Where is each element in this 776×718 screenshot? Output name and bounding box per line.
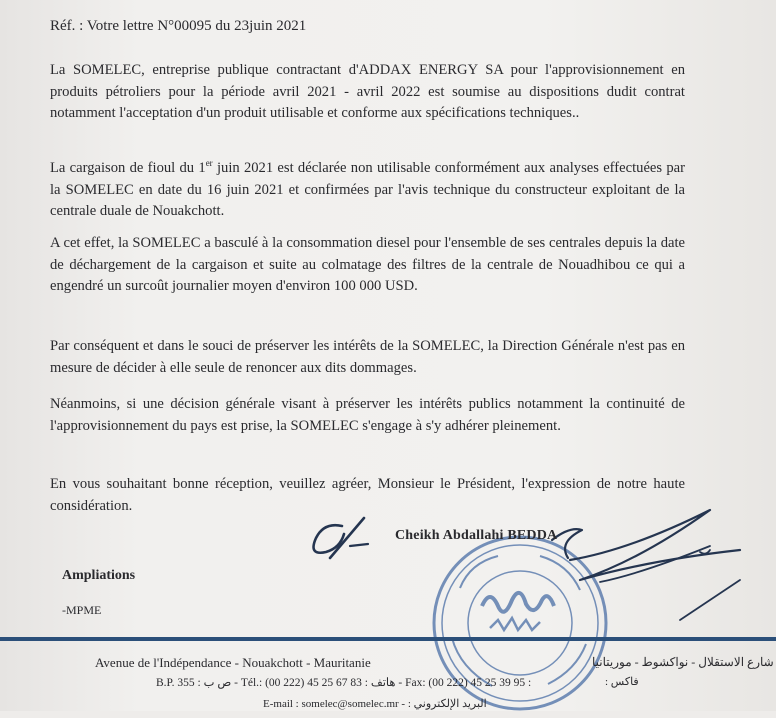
footer-address-arabic: شارع الاستقلال - نواكشوط - موريتانيا — [592, 655, 774, 669]
paragraph-closing: En vous souhaitant bonne réception, veuillez agréer, Monsieur le Président, l'expression de notre haute considération. — [50, 476, 685, 514]
paragraph-diesel: A cet effet, la SOMELEC a basculé à la consommation diesel pour l'ensemble de ses centrales depuis la date de déchargement de la cargaison et suite au colmatage des filtres de la centrale de Nouadhibou ce qui a engendré un surcoût journalier moyen d'environ 100 000 USD. — [50, 235, 685, 294]
footer-contact: B.P. 355 : ص ب - Tél.: (00 222) 45 25 67 83 : هاتف - Fax: (00 222) 45 25 39 95 : — [156, 677, 532, 689]
cargo-text-end: juin 2021 est déclarée non utilisable conformément aux analyses effectuées par la SOMELEC en date du 16 juin 2021 et confirmées par l'avis technique du constructeur exploitant de la centrale duale de Nouakchott. — [50, 160, 685, 219]
signature — [300, 500, 760, 660]
footer-email: E-mail : somelec@somelec.mr - : البريد الإلكتروني — [263, 698, 487, 710]
ampliations-item: -MPME — [62, 603, 102, 617]
footer-address: Avenue de l'Indépendance - Nouakchott - Mauritanie — [95, 655, 371, 670]
cargo-superscript: er — [205, 158, 213, 169]
paragraph-contract: La SOMELEC, entreprise publique contractant d'ADDAX ENERGY SA pour l'approvisionnement en produits pétroliers pour la période avril 2021 - avril 2022 est soumise au dispositions dudit contrat notamment l'acceptation d'un produit utilisable et conforme aux spécifications techniques.. — [50, 62, 685, 121]
reference-line: Réf. : Votre lettre N°00095 du 23juin 2021 — [50, 18, 307, 34]
cargo-text-start: La cargaison de fioul du 1 — [50, 160, 206, 176]
paragraph-cargo — [50, 158, 685, 223]
paragraph-nevertheless: Néanmoins, si une décision générale visant à préserver les intérêts publics notamment la continuité de l'approvisionnement du pays est prise, la SOMELEC s'engage à s'y adhérer pleinement. — [50, 396, 685, 434]
paragraph-consequence: Par conséquent et dans le souci de préserver les intérêts de la SOMELEC, la Direction Générale n'est pas en mesure de décider à elle seule de renoncer aux dits dommages. — [50, 338, 685, 376]
ampliations-title: Ampliations — [62, 568, 136, 583]
signer-name: Cheikh Abdallahi BEDDA — [395, 528, 558, 543]
footer-rule — [0, 637, 776, 641]
footer-contact-arabic: فاكس : — [605, 676, 639, 688]
